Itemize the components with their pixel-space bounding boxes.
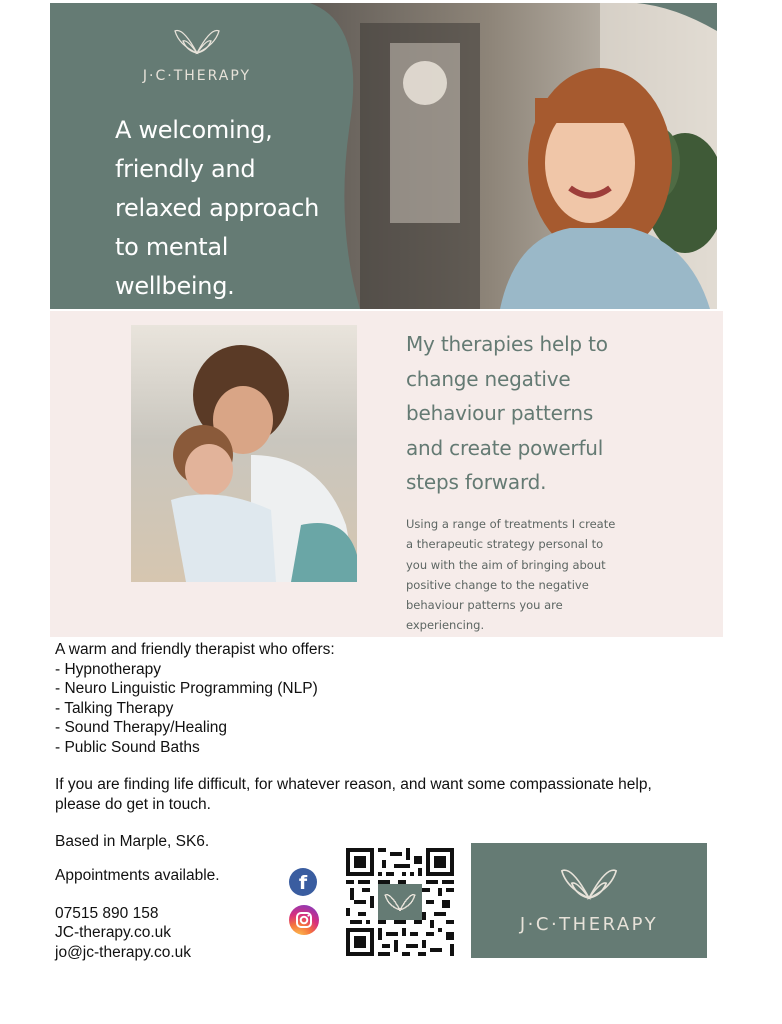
- appointments-text: Appointments available.: [55, 867, 220, 884]
- tagline-line: My therapies help to: [406, 332, 608, 356]
- therapies-section: [50, 311, 723, 637]
- description-line: a therapeutic strategy personal to: [406, 537, 604, 552]
- service-item: - Hypnotherapy: [55, 660, 161, 678]
- facebook-icon[interactable]: f: [289, 868, 317, 896]
- tagline-line: and create powerful: [406, 435, 604, 460]
- footer-brand-name: J·C·THERAPY: [519, 914, 659, 935]
- headline-line: relaxed approach: [115, 194, 320, 222]
- banner-brand-name: J·C·THERAPY: [142, 68, 252, 84]
- butterfly-icon: [173, 23, 221, 57]
- phone-number[interactable]: 07515 890 158: [55, 904, 159, 922]
- description-line: positive change to the negative: [406, 577, 589, 592]
- tagline-line: steps forward.: [406, 470, 547, 494]
- description-line: you with the aim of bringing about: [406, 557, 606, 572]
- tagline-line: behaviour patterns: [406, 401, 594, 425]
- therapies-tagline: [406, 327, 706, 500]
- headline-line: to mental: [115, 233, 229, 261]
- service-item: - Neuro Linguistic Programming (NLP): [55, 680, 318, 697]
- services-text: [55, 640, 735, 852]
- butterfly-icon: [559, 861, 619, 903]
- description-line: behaviour patterns you are: [406, 598, 563, 613]
- email-link[interactable]: jo@jc-therapy.co.uk: [55, 943, 192, 961]
- therapies-description: [406, 514, 646, 636]
- hero-headline: [115, 111, 355, 306]
- hero-banner: [50, 3, 717, 309]
- footer-logo: [471, 843, 707, 958]
- service-item: - Talking Therapy: [55, 699, 174, 717]
- headline-line: A welcoming,: [115, 116, 273, 144]
- qr-code[interactable]: [346, 848, 454, 956]
- banner-logo: [122, 23, 272, 84]
- description-line: experiencing.: [406, 618, 485, 633]
- instagram-icon[interactable]: [289, 905, 319, 935]
- help-text-line: please do get in touch.: [55, 795, 211, 813]
- website-link[interactable]: JC-therapy.co.uk: [55, 924, 172, 941]
- description-line: Using a range of treatments I create: [406, 517, 616, 531]
- headline-line: friendly and: [115, 155, 256, 183]
- contact-details: [55, 866, 220, 962]
- service-item: - Sound Therapy/Healing: [55, 719, 228, 736]
- tagline-line: change negative: [406, 366, 571, 391]
- service-item: - Public Sound Baths: [55, 738, 200, 756]
- headline-line: wellbeing.: [115, 272, 235, 300]
- mother-and-child-photo: [131, 325, 357, 582]
- help-text-line: If you are finding life difficult, for whatever reason, and want some compassionate help,: [55, 776, 652, 793]
- location-text: Based in Marple, SK6.: [55, 833, 210, 850]
- services-intro: A warm and friendly therapist who offers:: [55, 641, 335, 658]
